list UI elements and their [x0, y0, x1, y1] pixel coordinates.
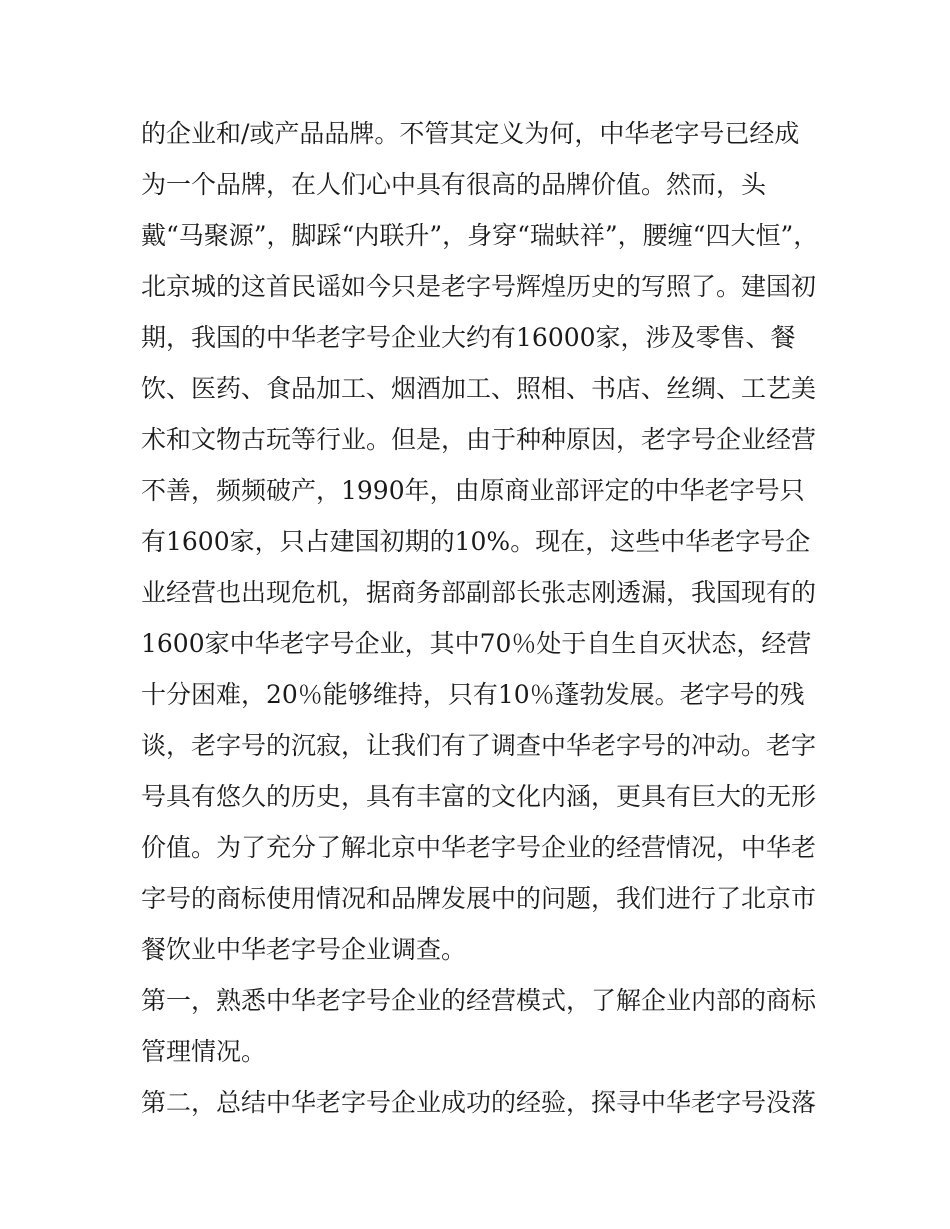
text-line: 第二，总结中华老字号企业成功的经验，探寻中华老字号没落 [141, 1088, 817, 1117]
text-line: 第一，熟悉中华老字号企业的经营模式，了解企业内部的商标 [141, 986, 817, 1015]
text-line: 1600家中华老字号企业，其中70％处于自生自灭状态，经营 [141, 629, 812, 658]
text-line: 管理情况。 [141, 1037, 267, 1066]
text-line: 饮、医药、食品加工、烟酒加工、照相、书店、丝绸、工艺美 [141, 374, 817, 403]
text-line: 术和文物古玩等行业。但是，由于种种原因，老字号企业经营 [141, 425, 817, 454]
text-line: 号具有悠久的历史，具有丰富的文化内涵，更具有巨大的无形 [141, 782, 817, 811]
text-line: 为一个品牌，在人们心中具有很高的品牌价值。然而，头 [141, 170, 767, 199]
text-line: 北京城的这首民谣如今只是老字号辉煌历史的写照了。建国初 [141, 272, 817, 301]
text-line: 期，我国的中华老字号企业大约有16000家，涉及零售、餐 [141, 323, 796, 352]
text-line: 价值。为了充分了解北京中华老字号企业的经营情况，中华老 [141, 833, 817, 862]
text-line: 业经营也出现危机，据商务部副部长张志刚透漏，我国现有的 [141, 578, 817, 607]
text-line: 戴“马聚源”，脚踩“内联升”，身穿“瑞蚨祥”，腰缠“四大恒”， [141, 221, 819, 250]
body-text [141, 108, 821, 1128]
text-line: 有1600家，只占建国初期的10%。现在，这些中华老字号企 [141, 527, 811, 556]
text-line: 的企业和/或产品品牌。不管其定义为何，中华老字号已经成 [141, 119, 800, 148]
text-line: 十分困难，20％能够维持，只有10％蓬勃发展。老字号的残 [141, 680, 805, 709]
text-line: 不善，频频破产，1990年，由原商业部评定的中华老字号只 [141, 476, 805, 505]
text-line: 谈，老字号的沉寂，让我们有了调查中华老字号的冲动。老字 [141, 731, 817, 760]
text-line: 字号的商标使用情况和品牌发展中的问题，我们进行了北京市 [141, 884, 817, 913]
text-line: 餐饮业中华老字号企业调查。 [141, 935, 467, 964]
